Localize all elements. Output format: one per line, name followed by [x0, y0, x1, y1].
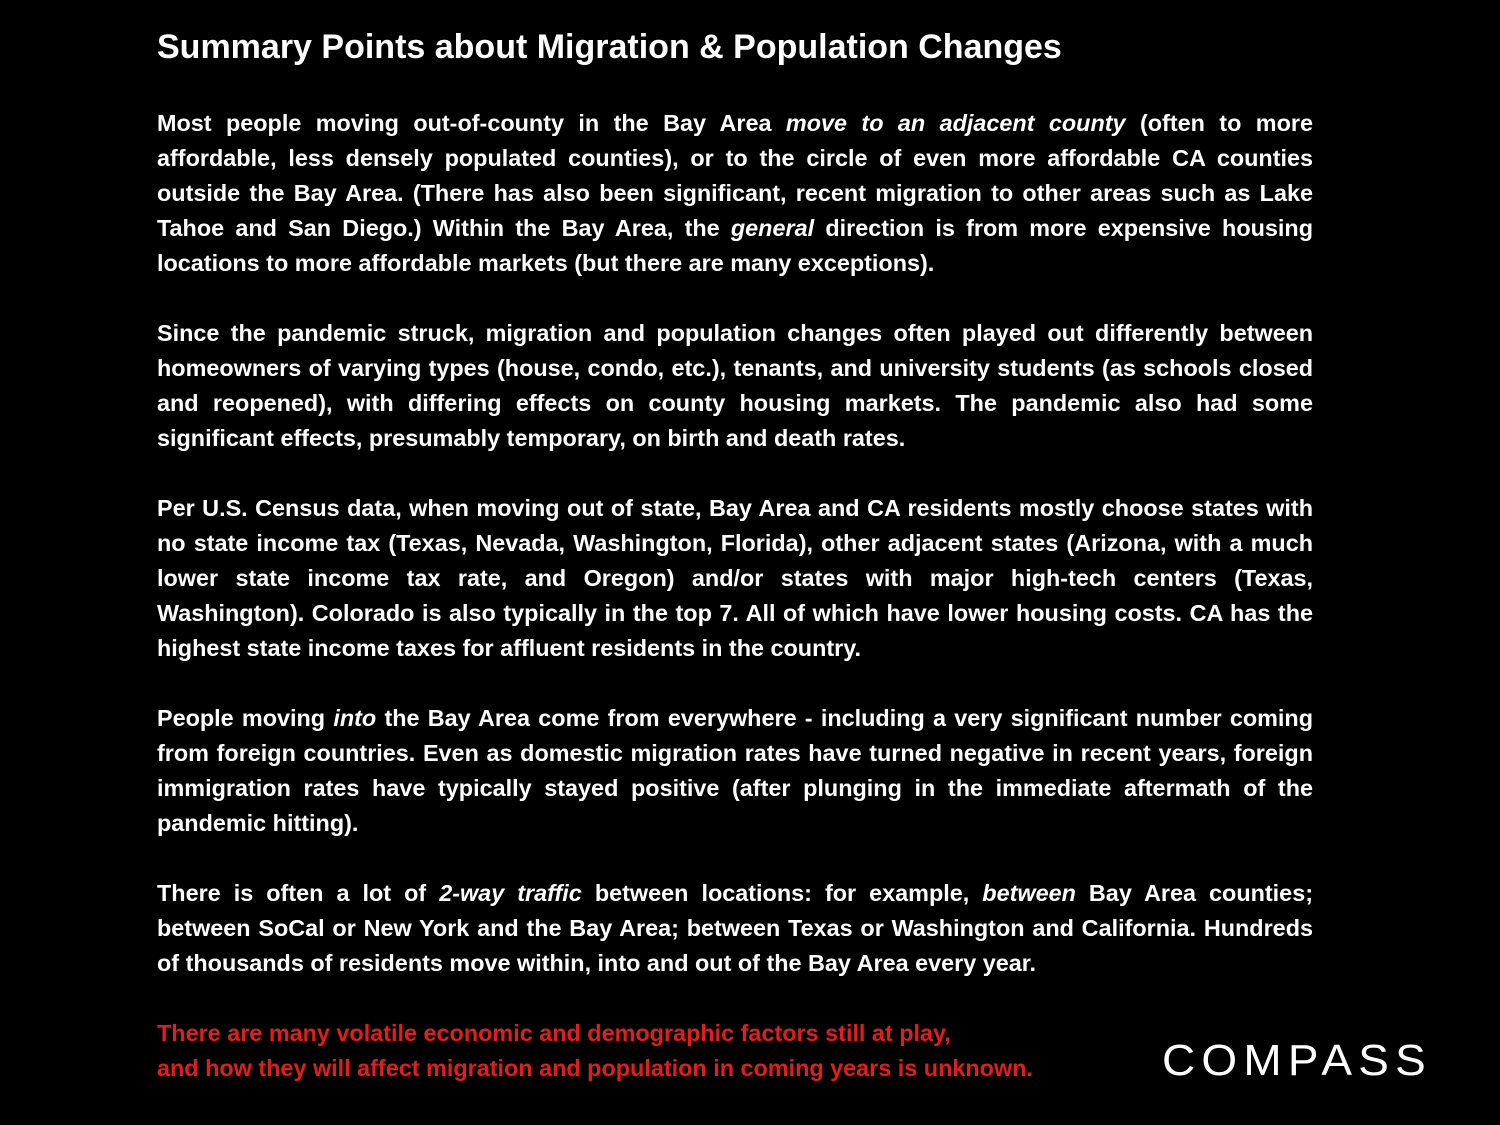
- paragraph-text: Since the pandemic struck, migration and population changes often played out differently between homeowners of varying types (house, condo, etc.), tenants, and university students (as schools closed and reopened), with differing effects on county housing markets. The pandemic also had some significant effects, presumably temporary, on birth and death rates.: [157, 320, 1313, 451]
- summary-paragraph: [157, 491, 1313, 666]
- compass-logo: [1156, 1034, 1432, 1082]
- paragraph-text: People moving: [157, 705, 334, 731]
- page-title: Summary Points about Migration & Population Changes: [157, 28, 1062, 66]
- paragraph-text: There is often a lot of: [157, 880, 440, 906]
- closing-line: and how they will affect migration and population in coming years is unknown.: [157, 1055, 1033, 1081]
- summary-body: [157, 106, 1313, 1086]
- paragraph-text: Per U.S. Census data, when moving out of state, Bay Area and CA residents mostly choose states with no state income tax (Texas, Nevada, Washington, Florida), other adjacent states (Arizona, with a much lower state income tax rate, and Oregon) and/or states with major high-tech centers (Texas, Washington). Colorado is also typically in the top 7. All of which have lower housing costs. CA has the highest state income taxes for affluent residents in the country.: [157, 495, 1313, 661]
- compass-logo-text: COMPASS: [1162, 1036, 1432, 1082]
- paragraph-text: direction is from more expensive housing locations to more affordable markets (but there are many exceptions).: [157, 215, 1313, 276]
- paragraph-text: Bay Area counties; between SoCal or New York and the Bay Area; between Texas or Washington and California. Hundreds of thousands of residents move within, into and out of the Bay Area every year.: [157, 880, 1313, 976]
- emphasis-text: between: [982, 880, 1076, 906]
- paragraph-text: the Bay Area come from everywhere - including a very significant number coming from foreign countries. Even as domestic migration rates have turned negative in recent years, foreign immigration rates have typically stayed positive (after plunging in the immediate aftermath of the pandemic hitting).: [157, 705, 1313, 836]
- summary-paragraph: [157, 316, 1313, 456]
- summary-paragraph: [157, 106, 1313, 281]
- closing-statement: [157, 1016, 1313, 1086]
- summary-paragraph: [157, 876, 1313, 981]
- paragraph-text: (often to more affordable, less densely populated counties), or to the circle of even more affordable CA counties outside the Bay Area. (There has also been significant, recent migration to other areas such as Lake Tahoe and San Diego.) Within the Bay Area, the: [157, 110, 1313, 241]
- emphasis-text: general: [730, 215, 815, 241]
- emphasis-text: into: [333, 705, 377, 731]
- paragraph-text: between locations: for example,: [581, 880, 983, 906]
- closing-line: There are many volatile economic and demographic factors still at play,: [157, 1020, 951, 1046]
- emphasis-text: move to an adjacent county: [785, 110, 1126, 136]
- emphasis-text: 2-way traffic: [439, 880, 582, 906]
- paragraph-text: Most people moving out-of-county in the Bay Area: [157, 110, 786, 136]
- summary-paragraph: [157, 701, 1313, 841]
